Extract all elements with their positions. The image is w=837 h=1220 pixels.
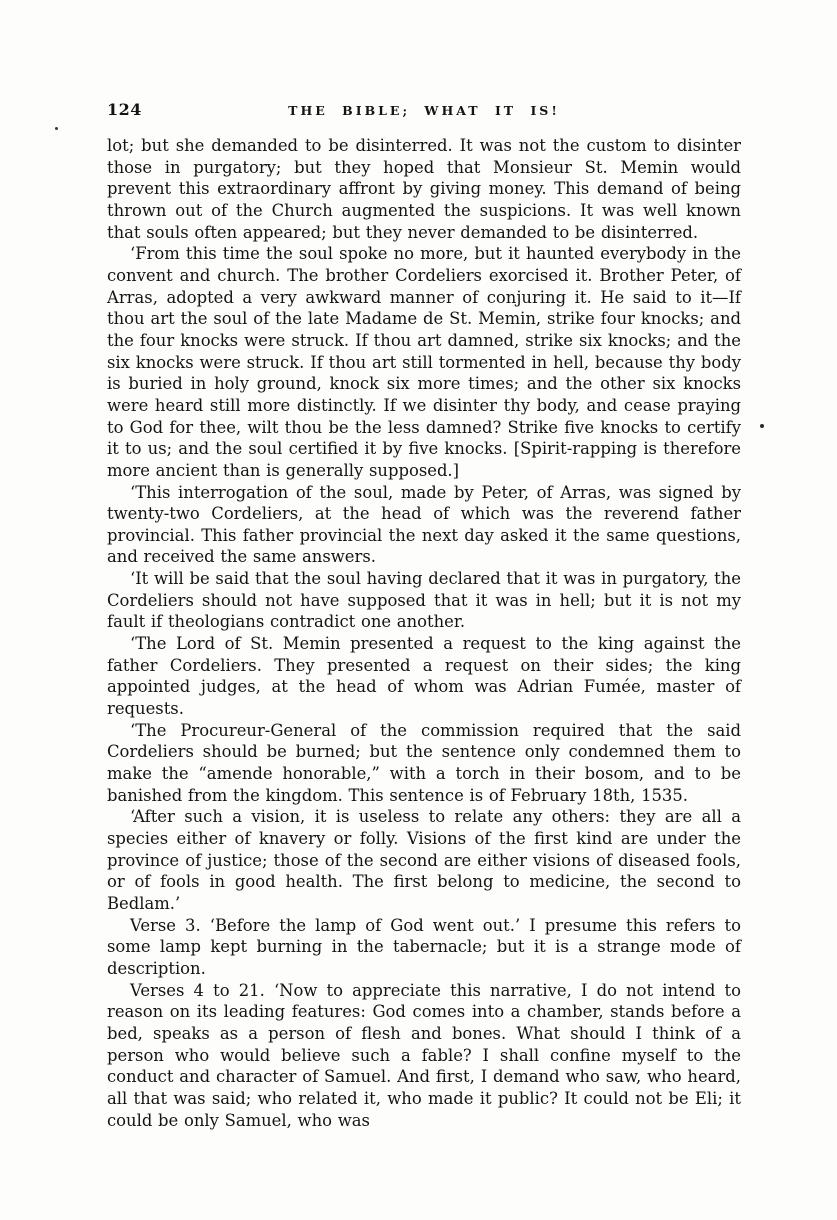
paragraph: ‘This interrogation of the soul, made by Peter, of Arras, was signed by twenty-two Cordeliers, at the head of which was the reverend father provincial. This father provincial the next day asked it the same questions, and received the same answers. xyxy=(107,482,741,567)
paragraph: Verse 3. ‘Before the lamp of God went out.’ I presume this refers to some lamp kept burning in the tabernacle; but it is a strange mode of description. xyxy=(107,915,741,978)
page-content xyxy=(107,100,741,1131)
scan-speck xyxy=(55,127,58,130)
paragraph: ‘It will be said that the soul having declared that it was in purgatory, the Cordeliers should not have supposed that it was in hell; but it is not my fault if theologians contradict one another. xyxy=(107,569,741,632)
running-title: THE BIBLE; WHAT IT IS! xyxy=(288,103,560,118)
body-text xyxy=(107,135,741,1131)
running-header xyxy=(107,100,741,122)
paragraph: ‘The Procureur-General of the commission required that the said Cordeliers should be burned; but the sentence only condemned them to make the “amende honorable,” with a torch in their bosom, and to be banished from the kingdom. This sentence is of February 18th, 1535. xyxy=(107,720,741,805)
paragraph: ‘After such a vision, it is useless to relate any others: they are all a species either of knavery or folly. Visions of the first kind are under the province of justice; those of the second are either visions of diseased fools, or of fools in good health. The first belong to medicine, the second to Bedlam.’ xyxy=(107,807,741,913)
scan-dot xyxy=(760,424,764,428)
page-number: 124 xyxy=(107,100,142,119)
paragraph: ‘The Lord of St. Memin presented a request to the king against the father Cordeliers. They presented a request on their sides; the king appointed judges, at the head of whom was Adrian Fumée, master of requests. xyxy=(107,634,741,719)
paragraph: lot; but she demanded to be disinterred. It was not the custom to disinter those in purgatory; but they hoped that Monsieur St. Memin would prevent this extraordinary affront by giving money. This demand of being thrown out of the Church augmented the suspicions. It was well known that souls often appeared; but they never demanded to be disinterred. xyxy=(107,136,741,242)
paragraph: ‘From this time the soul spoke no more, but it haunted everybody in the convent and church. The brother Cordeliers exorcised it. Brother Peter, of Arras, adopted a very awkward manner of conjuring it. He said to it—If thou art the soul of the late Madame de St. Memin, strike four knocks; and the four knocks were struck. If thou art damned, strike six knocks; and the six knocks were struck. If thou art still tormented in hell, because thy body is buried in holy ground, knock six more times; and the other six knocks were heard still more distinctly. If we disinter thy body, and cease praying to God for thee, wilt thou be the less damned? Strike five knocks to certify it to us; and the soul certified it by five knocks. [Spirit-rapping is therefore more ancient than is generally supposed.] xyxy=(107,244,741,480)
paragraph: Verses 4 to 21. ‘Now to appreciate this narrative, I do not intend to reason on its leading features: God comes into a chamber, stands before a bed, speaks as a person of flesh and bones. What should I think of a person who would believe such a fable? I shall confine myself to the conduct and character of Samuel. And first, I demand who saw, who heard, all that was said; who related it, who made it public? It could not be Eli; it could be only Samuel, who was xyxy=(107,980,741,1130)
